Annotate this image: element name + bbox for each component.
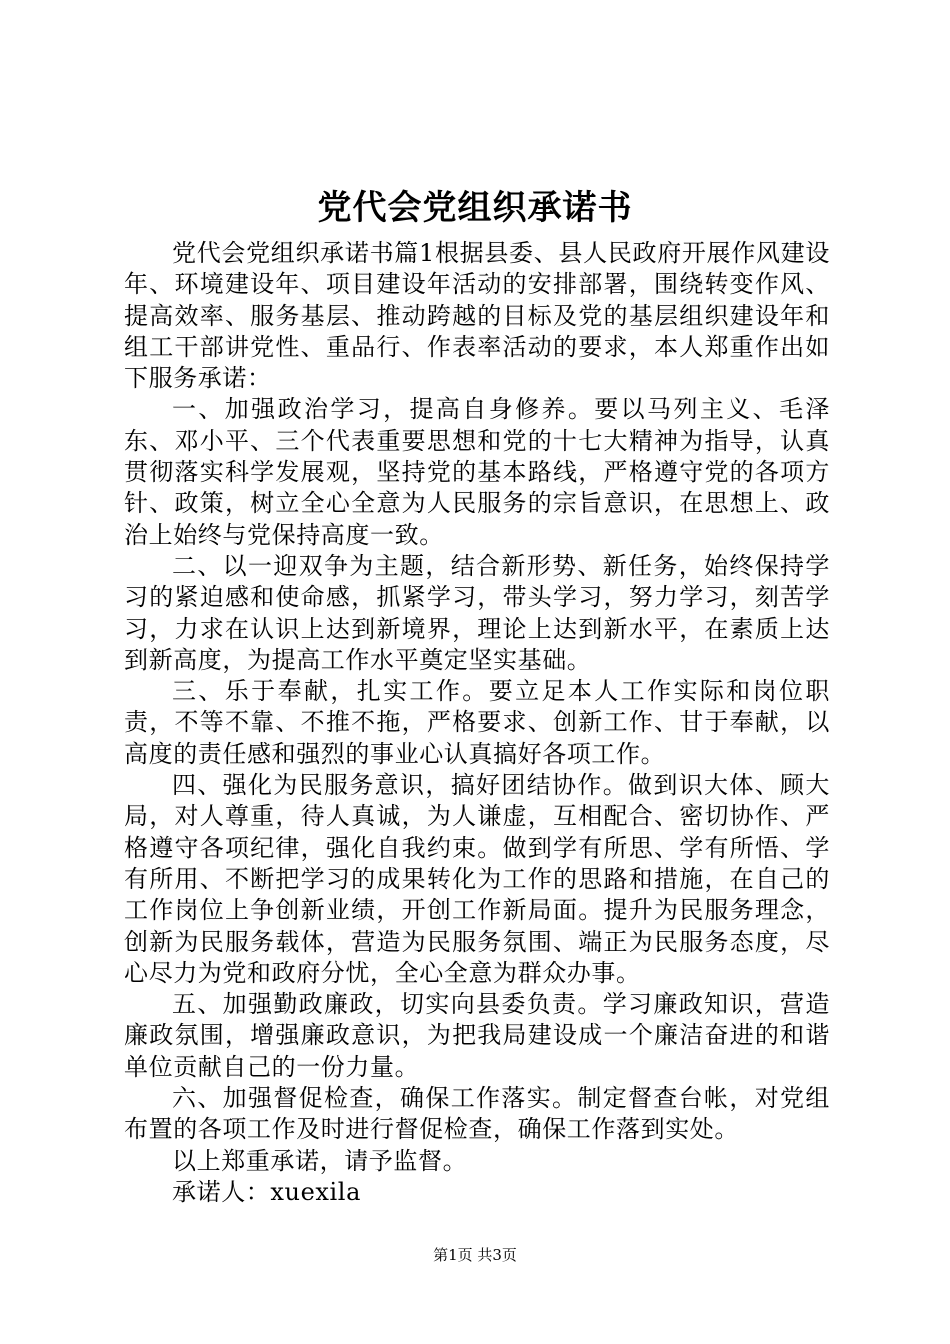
paragraph-closing: 以上郑重承诺，请予监督。 — [172, 1146, 468, 1175]
document-title: 党代会党组织承诺书 — [317, 188, 633, 228]
paragraph-item-1: 一、加强政治学习，提高自身修养。要以马列主义、毛泽东、邓小平、三个代表重要思想和党的十七大精神为指导，认真贯彻落实科学发展观，坚持党的基本路线，严格遵守党的各项方针、政策，树立全心全意为人民服务的宗旨意识，在思想上、政治上始终与党保持高度一致。 — [124, 395, 830, 549]
paragraph-item-5: 五、加强勤政廉政，切实向县委负责。学习廉政知识，营造廉政氛围，增强廉政意识，为把我局建设成一个廉洁奋进的和谐单位贡献自己的一份力量。 — [124, 990, 830, 1081]
paragraph-item-4: 四、强化为民服务意识，搞好团结协作。做到识大体、顾大局，对人尊重，待人真诚，为人谦虚，互相配合、密切协作、严格遵守各项纪律，强化自我约束。做到学有所思、学有所悟、学有所用、不断把学习的成果转化为工作的思路和措施，在自己的工作岗位上争创新业绩，开创工作新局面。提升为民服务理念，创新为民服务载体，营造为民服务氛围、端正为民服务态度，尽心尽力为党和政府分忧，全心全意为群众办事。 — [124, 771, 830, 987]
signature-line: 承诺人：xuexila — [172, 1177, 361, 1206]
paragraph-item-3: 三、乐于奉献，扎实工作。要立足本人工作实际和岗位职责，不等不靠、不推不拖，严格要求、创新工作、甘于奉献，以高度的责任感和强烈的事业心认真搞好各项工作。 — [124, 677, 830, 768]
paragraph-intro: 党代会党组织承诺书篇1根据县委、县人民政府开展作风建设年、环境建设年、项目建设年活动的安排部署，围绕转变作风、提高效率、服务基层、推动跨越的目标及党的基层组织建设年和组工干部讲党性、重品行、作表率活动的要求，本人郑重作出如下服务承诺： — [124, 239, 830, 393]
paragraph-item-2: 二、以一迎双争为主题，结合新形势、新任务，始终保持学习的紧迫感和使命感，抓紧学习，带头学习，努力学习，刻苦学习，力求在认识上达到新境界，理论上达到新水平，在素质上达到新高度，为提高工作水平奠定坚实基础。 — [124, 551, 830, 674]
document-body — [124, 238, 830, 1208]
page-footer: 第1页 共3页 — [433, 1246, 517, 1264]
paragraph-item-6: 六、加强督促检查，确保工作落实。制定督查台帐，对党组布置的各项工作及时进行督促检查，确保工作落到实处。 — [124, 1084, 830, 1144]
